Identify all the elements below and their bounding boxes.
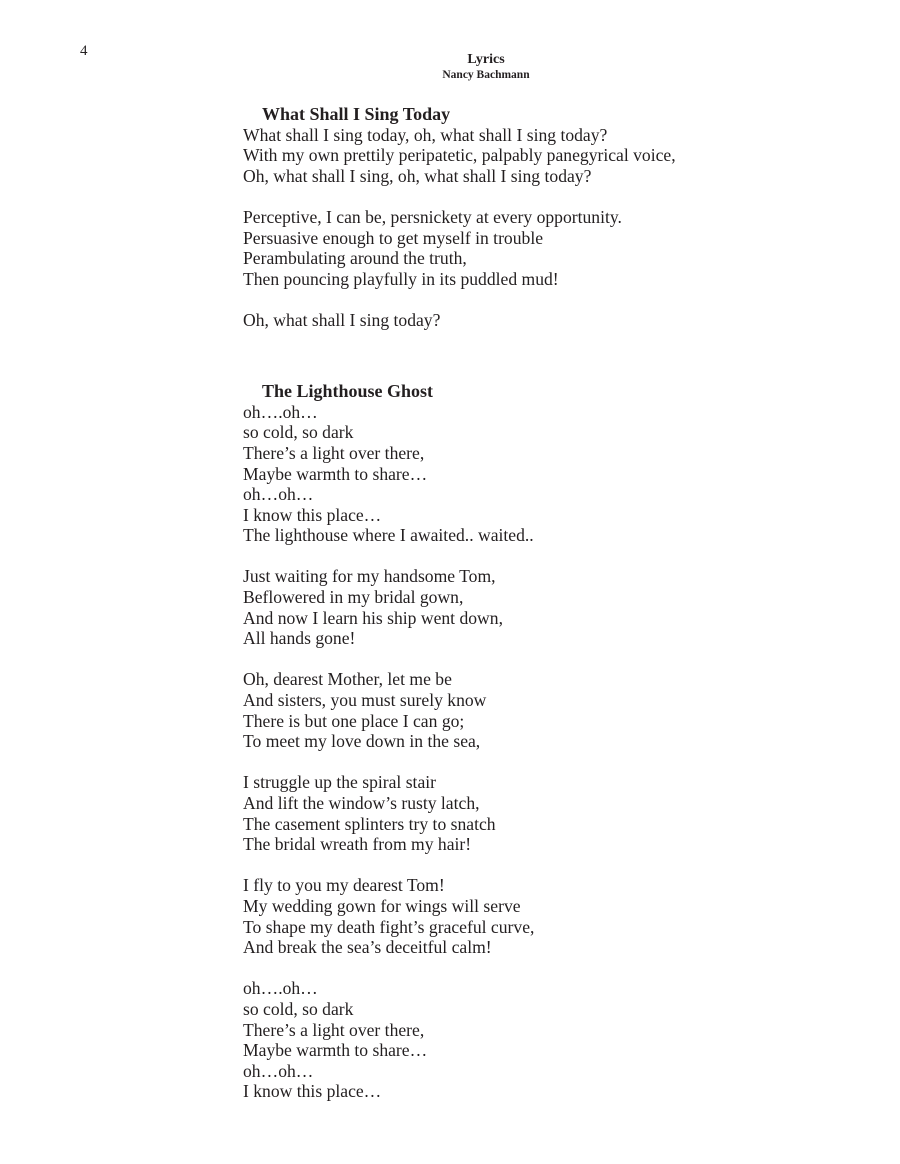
stanza	[243, 669, 863, 751]
lyric-line: There’s a light over there,	[243, 1019, 425, 1040]
stanza	[243, 125, 863, 187]
lyric-line: My wedding gown for wings will serve	[243, 895, 521, 916]
lyric-line: To meet my love down in the sea,	[243, 731, 481, 752]
lyric-line: so cold, so dark	[243, 998, 354, 1019]
lyric-line: I struggle up the spiral stair	[243, 772, 436, 793]
page-title: Lyrics	[467, 52, 505, 67]
song-title: The Lighthouse Ghost	[262, 381, 434, 402]
song-title: What Shall I Sing Today	[262, 104, 451, 124]
lyric-line: Perambulating around the truth,	[243, 248, 467, 269]
lyric-line: I know this place…	[243, 504, 382, 525]
lyric-line: Oh, what shall I sing, oh, what shall I sing today?	[243, 165, 592, 186]
lyric-line: Then pouncing playfully in its puddled mud!	[243, 268, 559, 289]
song	[243, 381, 863, 1102]
song	[243, 104, 863, 331]
lyric-line: And break the sea’s deceitful calm!	[243, 937, 492, 958]
lyric-line: so cold, so dark	[243, 422, 354, 443]
lyric-line: Persuasive enough to get myself in trouble	[243, 227, 544, 248]
lyric-line: With my own prettily peripatetic, palpably panegyrical voice,	[243, 145, 676, 166]
lyric-line: To shape my death fight’s graceful curve,	[243, 916, 535, 937]
stanza	[243, 875, 863, 957]
stanza	[243, 310, 863, 331]
lyric-line: The bridal wreath from my hair!	[243, 834, 472, 855]
stanza	[243, 402, 863, 546]
lyric-line: And sisters, you must surely know	[243, 690, 487, 711]
page-header	[386, 51, 586, 82]
lyric-line: I know this place…	[243, 1081, 382, 1102]
lyric-line: I fly to you my dearest Tom!	[243, 875, 445, 896]
lyric-line: oh….oh…	[243, 401, 318, 422]
lyric-line: oh….oh…	[243, 978, 318, 999]
lyric-line: All hands gone!	[243, 628, 356, 649]
song-separator	[243, 351, 863, 381]
lyric-line: Maybe warmth to share…	[243, 463, 428, 484]
lyric-line: There is but one place I can go;	[243, 710, 465, 731]
lyric-line: The lighthouse where I awaited.. waited..	[243, 525, 534, 546]
lyric-line: oh…oh…	[243, 484, 314, 505]
lyric-line: Oh, dearest Mother, let me be	[243, 669, 452, 690]
lyric-line: There’s a light over there,	[243, 442, 425, 463]
stanza	[243, 207, 863, 289]
lyric-line: The casement splinters try to snatch	[243, 813, 496, 834]
page-number: 4	[80, 43, 88, 59]
lyric-line: And now I learn his ship went down,	[243, 607, 503, 628]
lyric-line: Beflowered in my bridal gown,	[243, 587, 464, 608]
lyrics-content	[243, 104, 863, 1123]
stanza	[243, 566, 863, 648]
lyric-line: Perceptive, I can be, persnickety at every opportunity.	[243, 206, 622, 227]
stanza	[243, 978, 863, 1102]
lyric-line: And lift the window’s rusty latch,	[243, 793, 480, 813]
lyric-line: What shall I sing today, oh, what shall I sing today?	[243, 124, 608, 145]
author-name: Nancy Bachmann	[442, 69, 530, 81]
lyric-line: oh…oh…	[243, 1060, 314, 1081]
lyric-line: Maybe warmth to share…	[243, 1040, 428, 1061]
stanza	[243, 772, 863, 854]
lyric-line: Oh, what shall I sing today?	[243, 309, 441, 330]
lyric-line: Just waiting for my handsome Tom,	[243, 566, 496, 587]
